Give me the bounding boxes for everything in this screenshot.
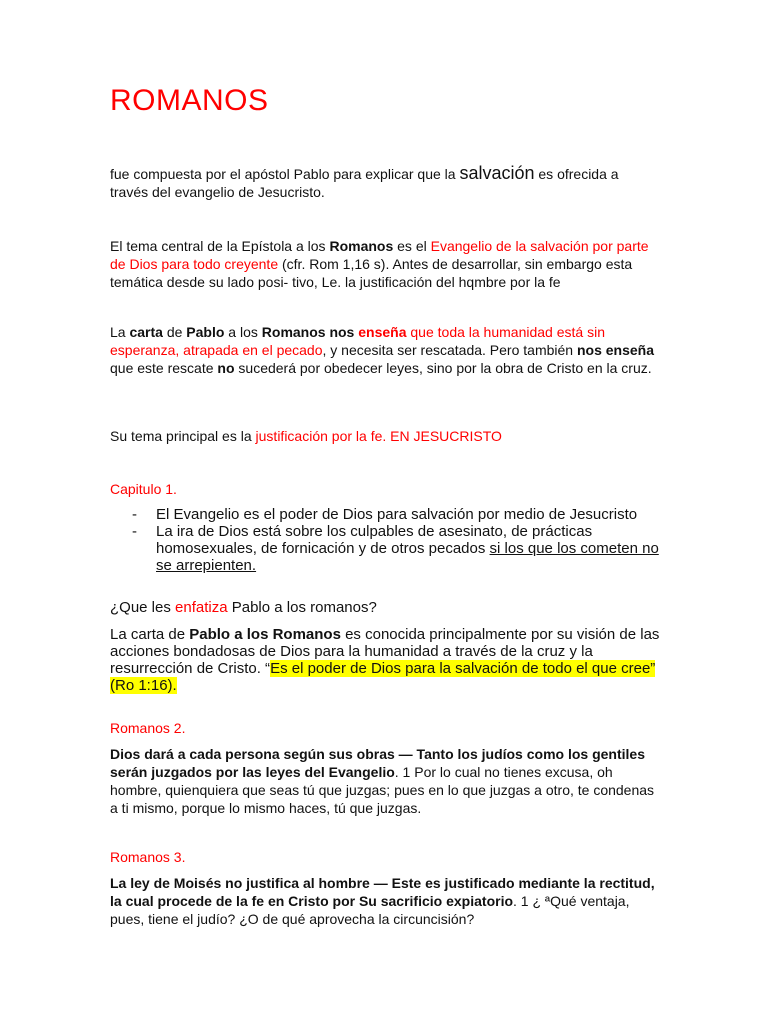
romanos-3-text: . 1 ¿ ªQué ventaja, pues, tiene el judío? ¿O de qué aprovecha la circuncisión? [110,893,630,927]
capitulo-1-list [110,506,660,574]
tema-red-phrase: Evangelio de la salvación por parte de Dios para todo creyente [110,238,649,272]
enfatiza-red: enfatiza [175,599,228,616]
carta-romanos-paragraph [110,626,660,694]
romanos-3-paragraph [110,874,658,928]
tema-text: El tema central de la Epístola a los [110,238,330,254]
document-title: ROMANOS [110,84,269,117]
carta-de: de [162,324,187,340]
carta-text-3: sucederá por obedecer leyes, sino por la obra de Cristo en la cruz. [234,360,652,376]
pablo-romanos-bold: Pablo a los Romanos [189,626,341,643]
highlighted-quote: Es el poder de Dios para la salvación de todo el que cree” (Ro 1:16). [110,660,656,694]
nos-ensena-bold: nos enseña [576,342,654,358]
romanos-3-heading: Romanos 3. [110,849,186,865]
question-text-end: Pablo a los romanos? [227,599,377,616]
romanos-3-bold: La ley de Moisés no justifica al hombre — Este es justificado mediante la rectitud, la cual procede de la fe en Cristo por Su sacrificio expiatorio [110,875,655,909]
carta-paragraph [110,323,658,377]
su-tema-paragraph [110,427,658,445]
tema-romanos: Romanos [329,238,394,254]
carta-bold: carta [129,324,163,340]
romanos-2-bold: Dios dará a cada persona según sus obras — Tanto los judíos como los gentiles serán juzgados por las leyes del Evangelio [110,746,645,780]
su-tema-red: justificación por la fe. EN JESUCRISTO [255,428,502,444]
romanos-nos-bold: Romanos nos [261,324,355,340]
carta2-text-2: es conocida principalmente por su visión de las acciones bondadosas de Dios para la humanidad a través de la cruz y la resurrección de Cristo. “ [110,626,660,677]
carta-alos: a los [224,324,262,340]
ensena-red-bold: enseña [358,324,407,340]
dash-bullet: - [132,506,137,523]
romanos-2-paragraph [110,745,658,817]
carta2-text: La carta de [110,626,190,643]
no-bold: no [217,360,235,376]
su-tema-text: Su tema principal es la [110,428,256,444]
pablo-bold: Pablo [186,324,225,340]
capitulo-1-heading: Capitulo 1. [110,481,177,497]
underlined-text: si los que los cometen no se arrepienten. [156,540,659,574]
list-item-text: La ira de Dios está sobre los culpables de asesinato, de prácticas homosexuales, de fornicación y de otros pecados [156,523,593,557]
intro-text-end: es ofrecida a través del evangelio de Jesucristo. [110,166,619,200]
romanos-2-text: . 1 Por lo cual no tienes excusa, oh hombre, quienquiera que seas tú que juzgas; pues en lo que juzgas a otro, te condenas a ti mismo, porque lo mismo haces, tú que juzgas. [110,764,655,816]
carta-la: La [110,324,130,340]
carta-red-phrase: que toda la humanidad está sin esperanza, atrapada en el pecado [110,324,605,358]
question-text: ¿Que les [110,599,176,616]
romanos-2-heading: Romanos 2. [110,720,186,736]
dash-bullet: - [132,523,137,540]
carta-text: , y necesita ser rescatada. Pero también [322,342,577,358]
list-item-text: El Evangelio es el poder de Dios para salvación por medio de Jesucristo [156,506,638,523]
tema-text-3: (cfr. Rom 1,16 s). Antes de desarrollar, sin embargo esta temática desde su lado posi- tivo, Le. la justificación del hqmbre por la fe [110,256,633,290]
intro-paragraph [110,164,658,201]
tema-paragraph [110,237,658,291]
list-item [110,506,660,523]
intro-text: fue compuesta por el apóstol Pablo para explicar que la [110,166,460,182]
salvacion-word: salvación [459,163,535,183]
enfatiza-question [110,599,658,616]
carta-text-2: que este rescate [110,360,218,376]
tema-text-2: es el [393,238,431,254]
list-item [110,523,660,574]
